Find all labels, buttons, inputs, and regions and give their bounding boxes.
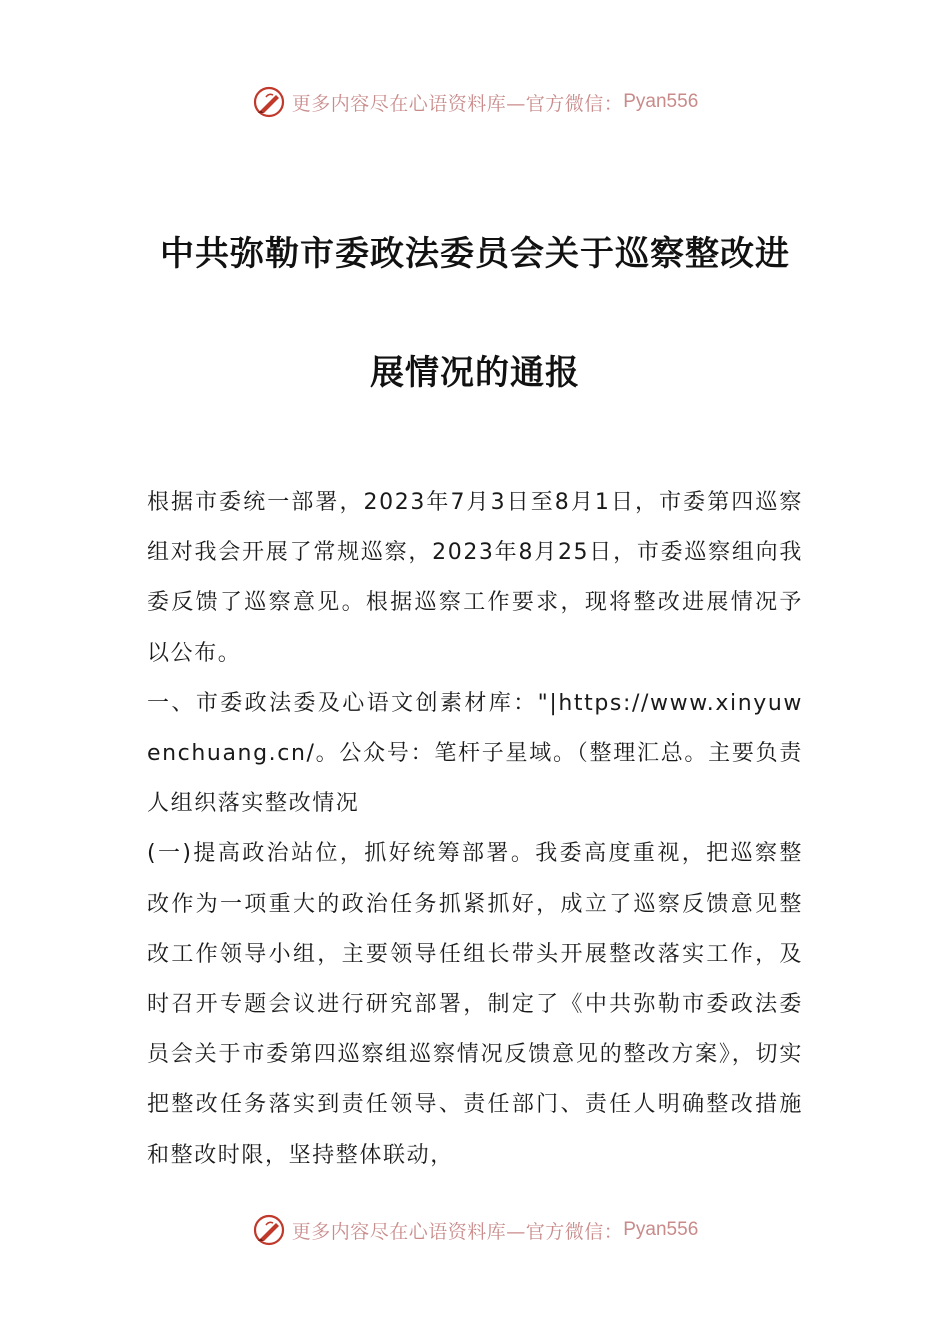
paragraph: 根据市委统一部署，2023年7月3日至8月1日，市委第四巡察组对我会开展了常规巡察，2023年8月25日，市委巡察组向我委反馈了巡察意见。根据巡察工作要求，现将整改进展情况予以公布。 — [147, 490, 803, 666]
watermark-text: 更多内容尽在心语资料库—官方微信： — [291, 92, 624, 115]
pen-logo-icon — [252, 85, 286, 119]
pen-logo-icon — [252, 1213, 286, 1247]
footer-watermark — [0, 1210, 950, 1250]
document-body — [147, 478, 803, 1181]
watermark-wechat-id: Pyan556 — [623, 1219, 699, 1240]
document-title-line-1: 中共弥勒市委政法委员会关于巡察整改进 — [160, 234, 790, 274]
paragraph: 一、市委政法委及心语文创素材库："|https://www.xinyuwenchuang.cn/。公众号：笔杆子星域。（整理汇总。主要负责人组织落实整改情况 — [147, 690, 803, 817]
header-watermark — [0, 82, 950, 122]
watermark-wechat-id: Pyan556 — [623, 91, 699, 112]
paragraph: (一)提高政治站位，抓好统筹部署。我委高度重视，把巡察整改作为一项重大的政治任务抓紧抓好，成立了巡察反馈意见整改工作领导小组，主要领导任组长带头开展整改落实工作，及时召开专题会议进行研究部署，制定了《中共弥勒市委政法委员会关于市委第四巡察组巡察情况反馈意见的整改方案》，切实把整改任务落实到责任领导、责任部门、责任人明确整改措施和整改时限，坚持整体联动， — [147, 841, 803, 1168]
watermark-text: 更多内容尽在心语资料库—官方微信： — [291, 1220, 624, 1243]
document-title-line-2: 展情况的通报 — [370, 353, 580, 393]
